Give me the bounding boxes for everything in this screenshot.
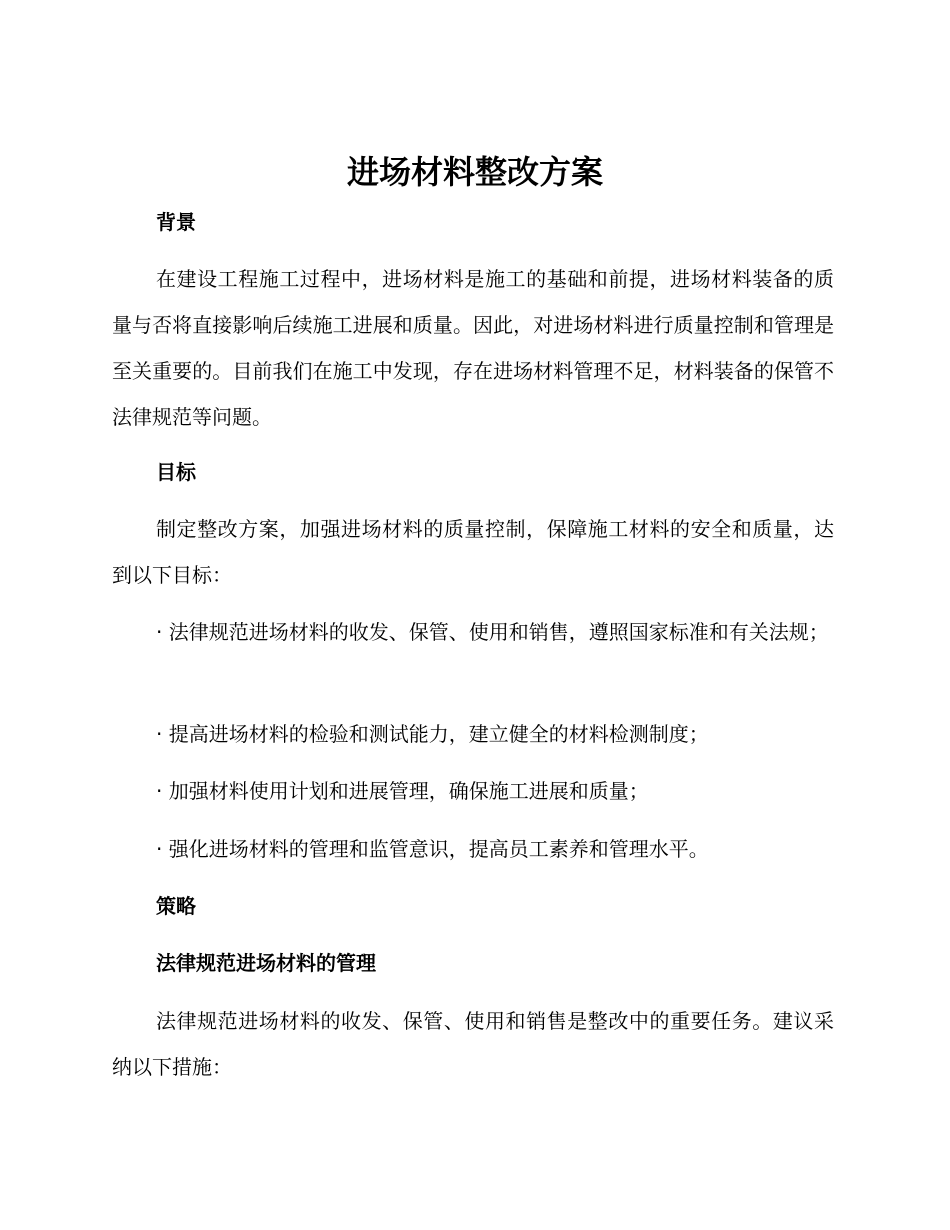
background-paragraph: 在建设工程施工过程中，进场材料是施工的基础和前提，进场材料装备的质量与否将直接影响后续施工进展和质量。因此，对进场材料进行质量控制和管理是至关重要的。目前我们在施工中发现，存在进场材料管理不足，材料装备的保管不法律规范等问题。 [112, 267, 834, 429]
goal-bullet-item: · 强化进场材料的管理和监管意识，提高员工素养和管理水平。 [156, 837, 709, 861]
goal-paragraph: 制定整改方案，加强进场材料的质量控制，保障施工材料的安全和质量，达到以下目标： [112, 517, 834, 587]
document-title: 进场材料整改方案 [346, 153, 603, 191]
strategy-paragraph: 法律规范进场材料的收发、保管、使用和销售是整改中的重要任务。建议采纳以下措施： [112, 1009, 834, 1079]
subsection-heading-material-management: 法律规范进场材料的管理 [156, 951, 376, 975]
section-heading-strategy: 策略 [156, 894, 196, 918]
goal-bullet-item: · 法律规范进场材料的收发、保管、使用和销售，遵照国家标准和有关法规； [156, 620, 829, 644]
section-heading-goal: 目标 [156, 460, 196, 484]
goal-bullet-item: · 加强材料使用计划和进展管理，确保施工进展和质量； [156, 779, 649, 803]
goal-bullet-item: · 提高进场材料的检验和测试能力，建立健全的材料检测制度； [156, 722, 709, 746]
section-heading-background: 背景 [156, 210, 196, 234]
